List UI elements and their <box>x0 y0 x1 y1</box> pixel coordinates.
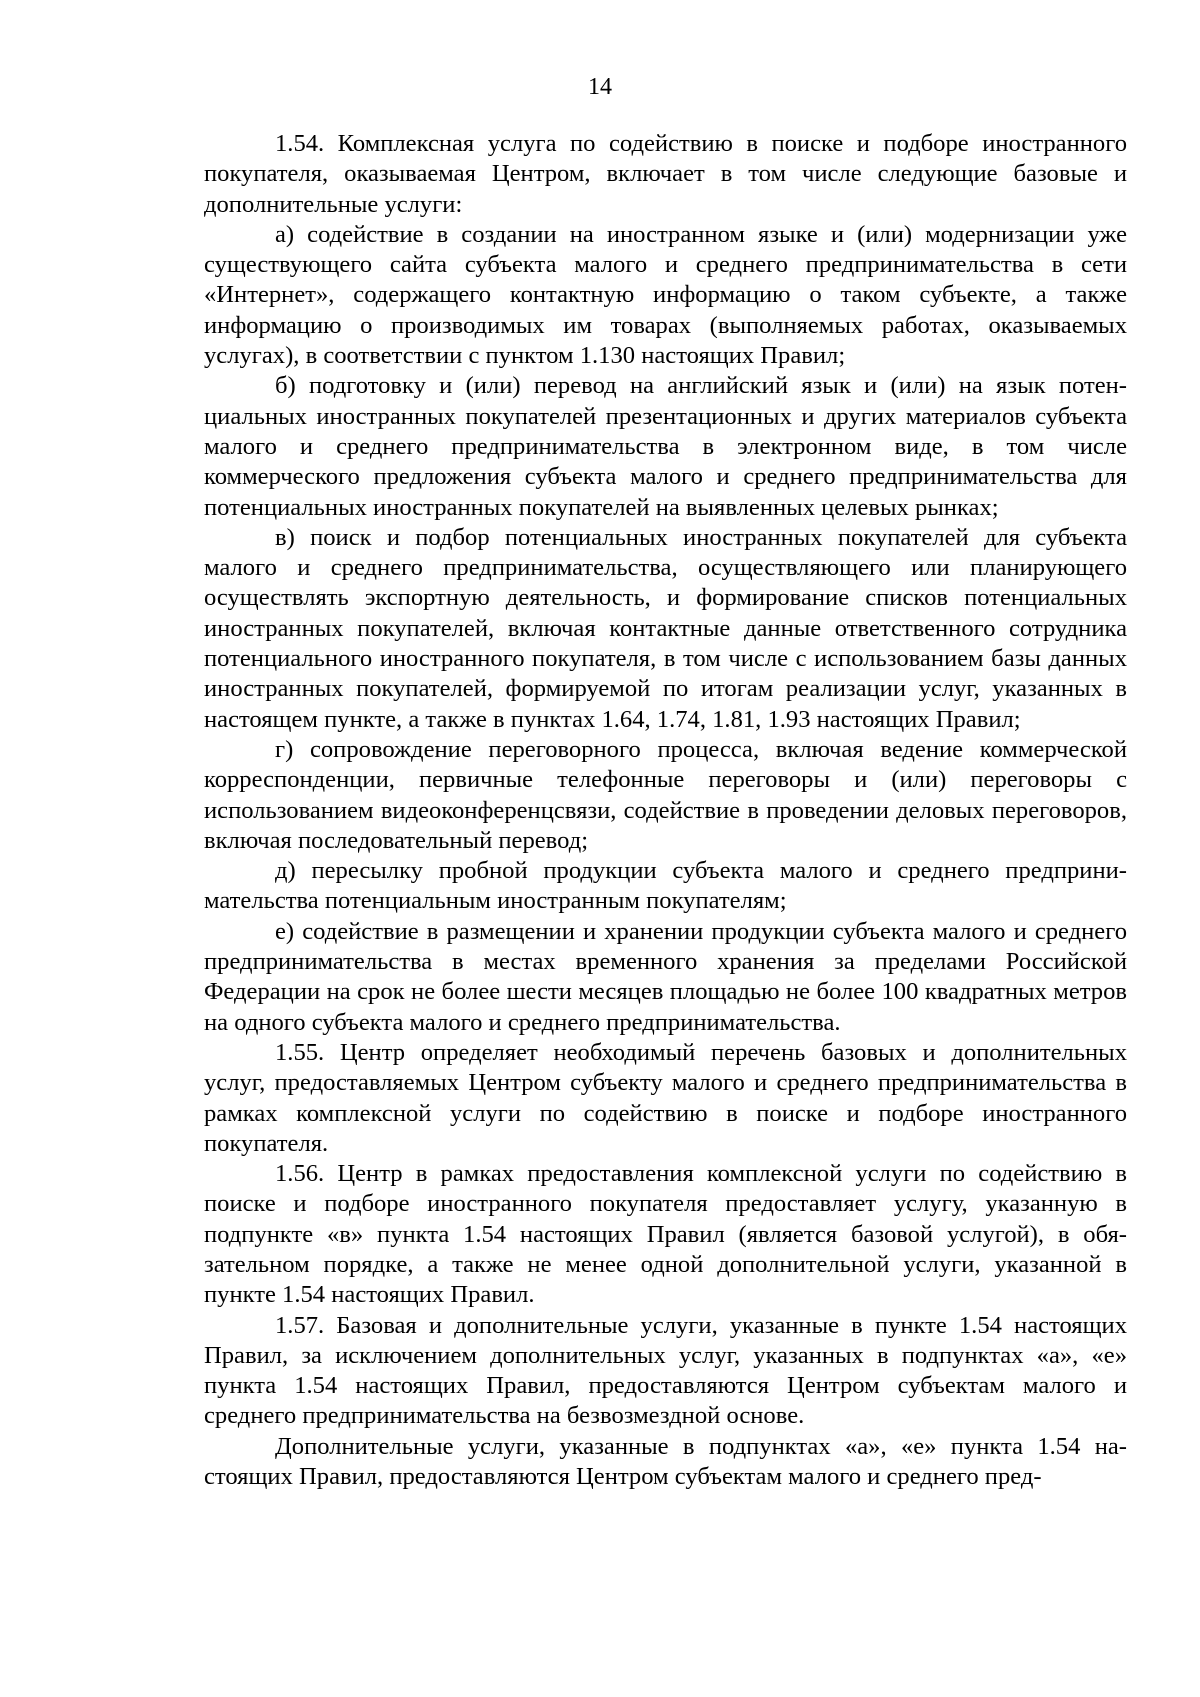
paragraph-subitem-d: д) пересылку пробной продукции субъекта малого и среднего предпринимательства потенциальным иностранным покупателям; <box>204 857 1127 915</box>
paragraph-1-57: 1.57. Базовая и дополнительные услуги, указанные в пункте 1.54 настоящих Правил, за исключением дополнительных услуг, указанных в подпунктах «а», «е» пункта 1.54 настоящих Правил, предоставляются Центром субъектам малого и среднего предпринимательства на безвозмездной основе. <box>204 1311 1127 1430</box>
paragraph-1-55: 1.55. Центр определяет необходимый перечень базовых и дополнительных услуг, предоставляемых Центром субъекту малого и среднего предпринимательства в рамках комплексной услуги по содействию в поиске и подборе иностранного покупателя. <box>204 1038 1127 1157</box>
paragraph-additional-services: Дополнительные услуги, указанные в подпунктах «а», «е» пункта 1.54 настоящих Правил, предоставляются Центром субъектам малого и среднего пред- <box>204 1432 1127 1491</box>
page-number: 14 <box>588 74 612 100</box>
paragraph-1-54: 1.54. Комплексная услуга по содействию в поиске и подборе иностранного покупателя, оказываемая Центром, включает в том числе следующие базовые и дополнительные услуги: <box>204 130 1127 218</box>
paragraph-subitem-b: б) подготовку и (или) перевод на английский язык и (или) на язык потенциальных иностранных покупателей презентационных и других материалов субъекта малого и среднего предпринимательства в электронном виде, в том числе коммерческого предложения субъекта малого и среднего предпринимательства для потенциальных иностранных покупателей на выявленных целевых рынках; <box>204 372 1127 521</box>
paragraph-1-56: 1.56. Центр в рамках предоставления комплексной услуги по содействию в поиске и подборе иностранного покупателя предоставляет услугу, указанную в подпункте «в» пункта 1.54 настоящих Правил (является базовой услугой), в обязательном порядке, а также не менее одной дополнительной услуги, указанной в пункте 1.54 настоящих Правил. <box>204 1160 1127 1309</box>
document-body <box>204 129 1127 1492</box>
paragraph-subitem-g: г) сопровождение переговорного процесса, включая ведение коммерческой корреспонденции, первичные телефонные переговоры и (или) переговоры с использованием видеоконференцсвязи, содействие в проведении деловых переговоров, включая последовательный перевод; <box>204 735 1127 854</box>
paragraph-subitem-a: а) содействие в создании на иностранном языке и (или) модернизации уже существующего сайта субъекта малого и среднего предпринимательства в сети «Интернет», содержащего контактную информацию о таком субъекте, а также информацию о производимых им товарах (выполняемых работах, оказываемых услугах), в соответствии с пунктом 1.130 настоящих Правил; <box>204 220 1127 370</box>
paragraph-subitem-v: в) поиск и подбор потенциальных иностранных покупателей для субъекта малого и среднего предпринимательства, осуществляющего или планирующего осуществлять экспортную деятельность, и формирование списков потенциальных иностранных покупателей, включая контактные данные ответственного сотрудника потенциального иностранного покупателя, в том числе с использованием базы данных иностранных покупателей, формируемой по итогам реализации услуг, указанных в настоящем пункте, а также в пунктах 1.64, 1.74, 1.81, 1.93 настоящих Правил; <box>204 523 1127 733</box>
paragraph-subitem-e: е) содействие в размещении и хранении продукции субъекта малого и среднего предпринимательства в местах временного хранения за пределами Российской Федерации на срок не более шести месяцев площадью не более 100 квадратных метров на одного субъекта малого и среднего предпринимательства. <box>204 917 1127 1036</box>
